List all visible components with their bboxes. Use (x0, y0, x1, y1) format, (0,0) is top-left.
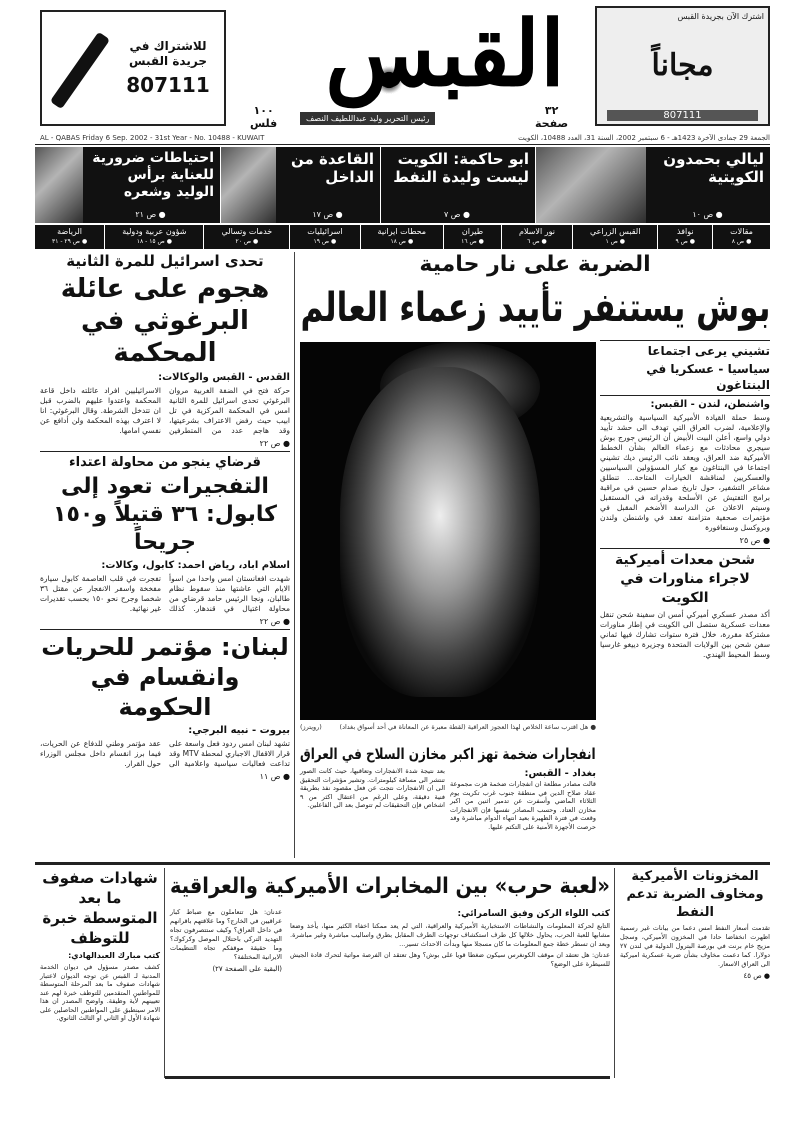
explosions-body-2: بعد نتيجة شدة الانفجارات وتعاقبها، حيث كانت الصور تنتشر الى مسافة كيلومترات. وتشير مؤشرات التحقيق الى ان الانفجارات نتجت عن فعل مقصود نفذ بطريقة فنية دقيقة، وعلى الرغم من اعتقال اكثر من ٩ اشخاص فإن التحقيقات لم تتوصل بعد الى الفاعلين. (300, 767, 445, 809)
section-page: ● ص ١٨ (390, 238, 414, 245)
section-page: ● ص ٦ (527, 238, 547, 245)
teaser-page: ● ص ١٧ (312, 210, 343, 219)
teaser-title: احتياطات ضرورية للعناية برأس الوليد وشعره (92, 150, 214, 200)
dateline-english: AL - QABAS Friday 6 Sep. 2002 - 31st Year - No. 10488 - KUWAIT (40, 134, 265, 142)
teaser-strip (35, 147, 770, 223)
editor-slogan: رئيس التحرير وليد عبداللطيف النصف (300, 112, 435, 125)
kabul-body: شهدت افغانستان امس واحدا من اسوأ الايام التي عاشتها منذ سقوط نظام طالبان، ونجا الرئيس حامد قرضاي من محاولة اغتيال في قندهار. كذلك تفجرت في قلب العاصمة كابول سيارة مفخخة واسفر الانفجار عن مقتل ٣٦ شخصا وجرح نحو ١٥٠ بحسب تقديرات غير نهائية. (40, 574, 290, 613)
section-label: الرياضة (57, 227, 82, 236)
teaser-photo (35, 147, 83, 223)
lead-body: وسط حملة القيادة الأميركية السياسية والتشريعية والإعلامية، لضرب العراق التي تهدف الى حشد تأييد دولي واسع، أعلن البيت الأبيض أن الرئيس جورج بوش سيجري محادثات مع زعماء العالم بشأن الخطط الأميركية ضد العراق، ويعقد نائب الرئيس ديك تشيني اجتماعا في البنتاغون مع كبار المسؤولين السياسيين والعسكريين لمناقشة الخيارات المتاحة... تنطلق مشاعر التشفير، حول تاريخ صدام حسين في مراقبة برامج التفتيش عن الأسلحة وقدراته في المستقبل وسيتم الاعلان عن الدراسة الأضخم المقبل في مؤتمرات صحفية متزامنة تعقد في واشنطن ولندن وبروكسل وسنغافورة (600, 413, 770, 532)
kabul-byline: اسلام اباد، رياض احمد: كابول، وكالات: (101, 560, 290, 571)
lead-kicker-box (300, 252, 770, 278)
oil-headline[interactable]: المخزونات الأميركية ومخاوف الضربة تدعم النفط (626, 869, 764, 920)
caption-text: ● هل اقترب ساعة الخلاص لهذا العجوز العراقية (لقطة معبرة عن المعاناة في أحد أسواق بغداد) (339, 723, 596, 731)
section-arab-international[interactable] (104, 225, 203, 249)
lead-kicker: الضربة على نار حامية (419, 252, 651, 277)
testimonials-body: كشف مصدر مسؤول في ديوان الخدمة المدنية لـ القبس عن توجه الديوان لاعتبار شهادات صفوف ما بعد المرحلة المتوسطة للمواطنين المتقدمين للتوظف خبرة لهم عند تعيينهم لأية وظيفة. واوضح المصدر ان هذا الامر سينطبق على المواطنين الحاصلين على شهادة الأول او الثاني او الثالث الثانوي. (40, 963, 160, 1022)
section-israel[interactable] (289, 225, 359, 249)
section-sports[interactable] (35, 225, 104, 249)
section-label: طيران (461, 227, 484, 236)
lead-headline[interactable]: بوش يستنفر تأييد زعماء العالم (300, 285, 770, 331)
lead-right-column (600, 340, 770, 858)
photo-caption (300, 723, 596, 732)
pages-unit: صفحة (535, 117, 569, 130)
lebanon-headline[interactable]: لبنان: مؤتمر للحريات وانقسام في الحكومة (41, 633, 289, 721)
kabul-headline[interactable]: التفجيرات تعود إلى كابول: ٣٦ قتيلاً و١٥٠ جريحاً (53, 474, 277, 555)
lead-page-ref[interactable]: ● ص ٢٥ (739, 536, 770, 545)
lead-photo (300, 342, 596, 720)
section-label: مقالات (730, 227, 753, 236)
section-label: القبس الزراعي (589, 227, 641, 236)
testimonials-headline[interactable]: شهادات صفوف ما بعد المتوسطة خبرة للتوظف (42, 869, 158, 947)
teaser-page: ● ص ١٠ (692, 210, 723, 219)
war-game-side (170, 908, 282, 974)
lead-byline: واشنطن، لندن - القبس: (650, 399, 770, 410)
lead-sub-kicker: تشيني يرعى اجتماعا (647, 344, 770, 358)
barghouti-byline: القدس - القبس والوكالات: (158, 372, 290, 383)
explosions-headline[interactable]: انفجارات ضخمة تهز اكبر مخازن السلاح في العراق (300, 745, 596, 763)
free-ad-phone: 807111 (607, 110, 758, 121)
section-page: ● ص ٢٠ (235, 238, 259, 245)
lead-headline-box (300, 280, 770, 336)
section-page: ● ص ١٩ (313, 238, 337, 245)
oil-page-ref[interactable]: ● ص ٤٥ (743, 972, 770, 980)
pages-value: ٣٢ (544, 104, 559, 117)
section-islam[interactable] (501, 225, 572, 249)
column-divider (614, 868, 615, 1078)
war-game-byline: كتب اللواء الركن وفيق السامرائي: (457, 909, 610, 919)
war-game-continued[interactable]: (البقية على الصفحة ٢٧) (212, 965, 282, 973)
dateline-arabic: الجمعة 29 جمادى الآخرة 1423هـ - 6 سبتمبر 2002، السنة 31، العدد 10488، الكويت (518, 134, 770, 142)
testimonials-column (40, 868, 160, 1078)
teaser-title: القاعدة من الداخل (291, 150, 374, 186)
section-iran[interactable] (360, 225, 444, 249)
explosions-byline: بغداد - القبس: (524, 768, 596, 779)
lead-sub-headline: سياسيا - عسكريا في البنتاغون (646, 362, 770, 392)
section-agriculture[interactable] (572, 225, 658, 249)
barghouti-page-ref[interactable]: ● ص ٢٢ (259, 439, 290, 448)
section-label: محطات ايرانية (377, 227, 427, 236)
barghouti-kicker: تحدى اسرائيل للمرة الثانية (66, 252, 264, 270)
kabul-page-ref[interactable]: ● ص ٢٢ (259, 617, 290, 626)
teaser-title: ابو حاكمة: الكويت ليست وليدة النفط (393, 150, 529, 186)
page-count (535, 104, 568, 130)
section-page: ● ص ١٦ (461, 238, 484, 245)
oil-body: تقدمت أسعار النفط امس دعما من بيانات غير رسمية اظهرت انخفاضا حادا في المخزون الأميركي، وسجل مزيج خام برنت في بورصة البترول الدولية في لندن ٢٧ دولارا. كما دعمت مخاوف بشأن ضربة عسكرية اميركية الى العراق الاسعار. (620, 924, 770, 968)
oil-column (620, 868, 770, 981)
war-game-headline-box (170, 870, 610, 904)
price (250, 104, 277, 130)
kabul-kicker: قرضاي ينجو من محاولة اعتداء (69, 455, 261, 470)
section-label: اسرائيليات (307, 227, 343, 236)
war-game-main (290, 908, 610, 969)
divider (40, 629, 290, 630)
column-divider (164, 868, 165, 1078)
teaser-page: ● ص ٢١ (135, 210, 166, 219)
section-page: ● ص ٢٩ - ٣١ (51, 238, 88, 245)
newspaper-title: القبس (325, 1, 565, 107)
column-divider (294, 252, 295, 858)
photo-credit: (رويترز) (300, 723, 322, 731)
subscription-line1: للاشتراك في (129, 39, 207, 53)
telephone-icon (48, 23, 118, 113)
divider (600, 395, 770, 396)
section-services[interactable] (203, 225, 289, 249)
lebanon-page-ref[interactable]: ● ص ١١ (259, 772, 290, 781)
price-value: ١٠٠ (253, 104, 274, 117)
section-articles[interactable] (712, 225, 770, 249)
section-windows[interactable] (657, 225, 712, 249)
section-label: نور الاسلام (518, 227, 555, 236)
shipment-headline[interactable]: شحن معدات أميركية لاجراء مناورات في الكويت (615, 552, 755, 606)
divider (165, 1076, 610, 1079)
free-offer-ad (595, 6, 770, 126)
war-game-headline[interactable]: «لعبة حرب» بين المخابرات الأميركية والعراقية (170, 874, 610, 899)
section-index (35, 225, 770, 249)
divider (600, 548, 770, 549)
divider (35, 144, 770, 145)
free-ad-title: مجاناً (651, 48, 714, 83)
divider (40, 451, 290, 452)
section-page: ● ص ١ (605, 238, 625, 245)
section-page: ● ص ٨ (731, 238, 752, 245)
barghouti-body: حركة فتح في الضفة الغربية مروان البرغوثي تحدى اسرائيل للمرة الثانية امس في المحكمة المركزية في تل ابيب حيث رفض الاعتراف بشرعيتها، وقد هاجم عدد من المتطرفين الاسرائيليين افراد عائلته داخل قاعة المحكمة واعتدوا عليهم بالضرب قبل ان تتدخل الشرطة. وقال البرغوثي: انا لا اعترف بهذه المحكمة ولن أدافع عن نفسي امامها. (40, 386, 290, 435)
lebanon-byline: بيروت - نبيه البرجي: (188, 725, 290, 736)
teaser-item[interactable] (220, 147, 380, 223)
subscription-line2: جريدة القبس (129, 54, 207, 68)
war-game-body-3: عدنان: هل تعتقد ان موقف الكونغرس سيكون ضغطا قويا على بوش؟ وهل تعتقد ان الفرصة مواتية لتحرك قادة الجيش للسيطرة على الوضع؟ (290, 951, 610, 968)
section-label: نوافذ (676, 227, 694, 236)
newspaper-logo (245, 1, 575, 107)
section-page: ● ص ٩ (675, 238, 696, 245)
divider (35, 862, 770, 865)
divider (600, 340, 770, 341)
price-unit: فلس (250, 117, 278, 130)
barghouti-headline[interactable]: هجوم على عائلة البرغوثي في المحكمة (60, 274, 270, 368)
teaser-photo (536, 147, 646, 223)
teaser-item[interactable] (35, 147, 220, 223)
section-page: ● ص ١٥ - ١٨ (136, 238, 172, 245)
teaser-title: ليالي بحمدون الكويتية (663, 150, 764, 186)
explosions-col1 (450, 767, 596, 831)
testimonials-byline: كتب مبارك العبدالهادي: (68, 951, 160, 960)
shipment-body: أكد مصدر عسكري أميركي أمس ان سفينة شحن تنقل معدات عسكرية ستصل الى الكويت في إطار مناورات مشتركة مقررة، خلال فترة ستوات تشارك فيها ثماني سفن شحن بين الولايات المتحدة وجزيرة دييغو غارسيا وسط المحيط الهندي. (600, 610, 770, 659)
explosions-headline-box (300, 744, 596, 764)
war-game-body-1: التابع لحركة المعلومات والنشاطات الاستخبارية الأميركية والعراقية، التي لم يعد ممكنا اخفاء الكثير منها، يأخذ وضعا مشابها للعبة الحرب، يحاول خلالها كل طرف استكشاف توجهات الطرف المقابل بطرق واساليب مباشرة وغير مباشرة. وبعد ان تسطر خطة جمع المعلومات ما كان مسجلا منها وبدأت الاحداث تسير... (290, 922, 610, 948)
section-label: شؤون عربية ودولية (122, 227, 187, 236)
teaser-page: ● ص ٧ (443, 210, 471, 219)
teaser-item[interactable] (535, 147, 770, 223)
section-aviation[interactable] (443, 225, 501, 249)
lebanon-body: تشهد لبنان امس ردود فعل واسعة على قرار الاقفال الاجباري لمحطة MTV وقد تداعت فعاليات سياسية واعلامية الى عقد مؤتمر وطني للدفاع عن الحريات، فيما برز انقسام داخل مجلس الوزراء حول القرار. (40, 739, 290, 768)
left-column (40, 252, 290, 858)
section-label: خدمات وتسالي (221, 227, 273, 236)
war-game-body-2: عدنان: هل تتعاملون مع ضباط كبار عراقيين في الخارج؟ وما علاقتهم باقرانهم في داخل العراق؟ وكيف ستتصرفون تجاه التهديد التركي باحتلال الموصل وكركوك؟ وما حقيقة موقفكم تجاه التنظيمات الايرانية المختلفة؟ (170, 908, 282, 961)
subscription-phone: 807111 (126, 73, 210, 97)
teaser-item[interactable] (380, 147, 535, 223)
photo-face (340, 367, 540, 697)
free-ad-tag: اشترك الآن بجريدة القبس (677, 12, 764, 21)
subscription-ad (40, 10, 226, 126)
teaser-photo (221, 147, 276, 223)
explosions-body: قالت مصادر مطلعة ان انفجارات ضخمة هزت مجموعة عقاد صلاح الدين في منطقة جنوب غرب تكريت يوم الثلاثاء الماضي وأسفرت عن تدمير اثنين من اكبر مخازن العتاد. وحسب المصادر نفسها فإن الانفجارات وقعت في فترة الظهيرة بعيد انتهاء الدوام مباشرة وقد حرصت الأجهزة الأمنية على التكتم عليها. (450, 780, 596, 831)
